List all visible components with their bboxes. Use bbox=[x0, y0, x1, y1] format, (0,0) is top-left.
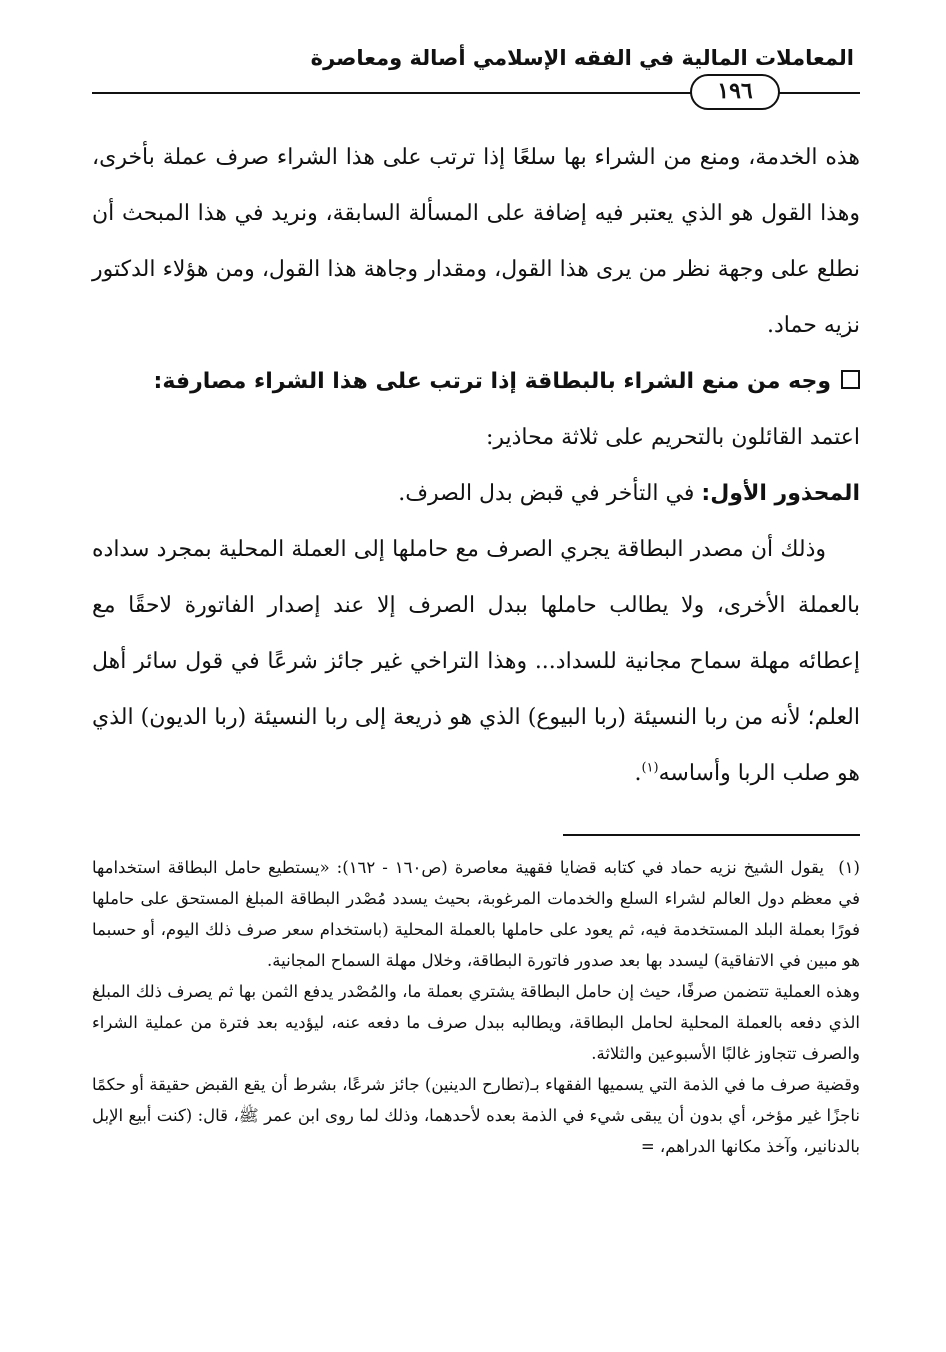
first-caution-text: في التأخر في قبض بدل الصرف. bbox=[398, 481, 695, 506]
section-heading-text: وجه من منع الشراء بالبطاقة إذا ترتب على هذا الشراء مصارفة: bbox=[153, 369, 831, 394]
intro-paragraph: هذه الخدمة، ومنع من الشراء بها سلعًا إذا ترتب على هذا الشراء صرف عملة بأخرى، وهذا القول هو الذي يعتبر فيه إضافة على المسألة السابقة، ونريد في هذا المبحث أن نطلع على وجهة نظر من يرى هذا القول، ومقدار وجاهة هذا القول، ومن هؤلاء الدكتور نزيه حماد. bbox=[92, 145, 860, 338]
first-caution bbox=[92, 466, 860, 522]
footnote-separator bbox=[563, 834, 860, 836]
main-text bbox=[92, 130, 860, 802]
explanation-text: وذلك أن مصدر البطاقة يجري الصرف مع حاملها إلى العملة المحلية بمجرد سداده بالعملة الأخرى، ولا يطالب حاملها ببدل الصرف إلا عند إصدار الفاتورة لاحقًا مع إعطائه مهلة سماح مجانية للسداد... وهذا التراخي غير جائز شرعًا في قول سائر أهل العلم؛ لأنه من ربا النسيئة (ربا البيوع) الذي هو ذريعة إلى ربا النسيئة (ربا الديون) الذي هو صلب الربا وأساسه bbox=[92, 537, 860, 786]
footnote-paragraph-2: وهذه العملية تتضمن صرفًا، حيث إن حامل البطاقة يشتري بعملة ما، والمُصْدر يدفع الثمن بها ثم يصرف ذلك المبلغ الذي دفعه بالعملة المحلية لحامل البطاقة، ويطالبه ببدل صرف ما دفعه عنه، ليؤديه بعد فترة من عملية الشراء والصرف تتجاوز غالبًا الأسبوعين والثلاثة. bbox=[92, 982, 860, 1063]
running-title: المعاملات المالية في الفقه الإسلامي أصالة ومعاصرة bbox=[310, 46, 854, 70]
checkbox-square-icon bbox=[841, 370, 860, 389]
footnote-number: (١) bbox=[838, 858, 860, 877]
section-heading bbox=[92, 354, 860, 410]
footnotes bbox=[92, 852, 860, 1162]
header-rule-left bbox=[92, 92, 692, 94]
explanation-paragraph bbox=[92, 522, 860, 802]
footnote-reference[interactable]: (١) bbox=[641, 760, 659, 776]
intro-line: اعتمد القائلون بالتحريم على ثلاثة محاذير: bbox=[485, 425, 860, 450]
page-number: ١٩٦ bbox=[690, 74, 780, 110]
explanation-period: . bbox=[634, 761, 642, 786]
footnote-paragraph-1: يقول الشيخ نزيه حماد في كتابه قضايا فقهية معاصرة (ص١٦٠ - ١٦٢): «يستطيع حامل البطاقة استخدامها في معظم دول العالم لشراء السلع والخدمات المرغوبة، بحيث يسدد مُصْدر البطاقة المبلغ المستحق على حاملها فورًا بعملة البلد المستخدمة فيه، ثم يعود على حاملها بالعملة المحلية (باستخدام سعر صرف ذلك اليوم، أو حسبما هو مبين في الاتفاقية) ليسدد بها بعد صدور فاتورة البطاقة، وخلال مهلة السماح المجانية. bbox=[92, 858, 860, 970]
footnote-paragraph-3: وقضية صرف ما في الذمة التي يسميها الفقهاء بـ(تطارح الدينين) جائز شرعًا، بشرط أن يقع القبض حقيقة أو حكمًا ناجزًا غير مؤخر، أي بدون أن يبقى شيء في الذمة بعده لأحدهما، وذلك لما روى ابن عمر ﷺ، قال: (كنت أبيع الإبل بالدنانير، وآخذ مكانها الدراهم، = bbox=[92, 1075, 860, 1156]
first-caution-label: المحذور الأول: bbox=[701, 481, 860, 506]
footnote-1 bbox=[92, 852, 860, 976]
header-rule-right bbox=[778, 92, 860, 94]
